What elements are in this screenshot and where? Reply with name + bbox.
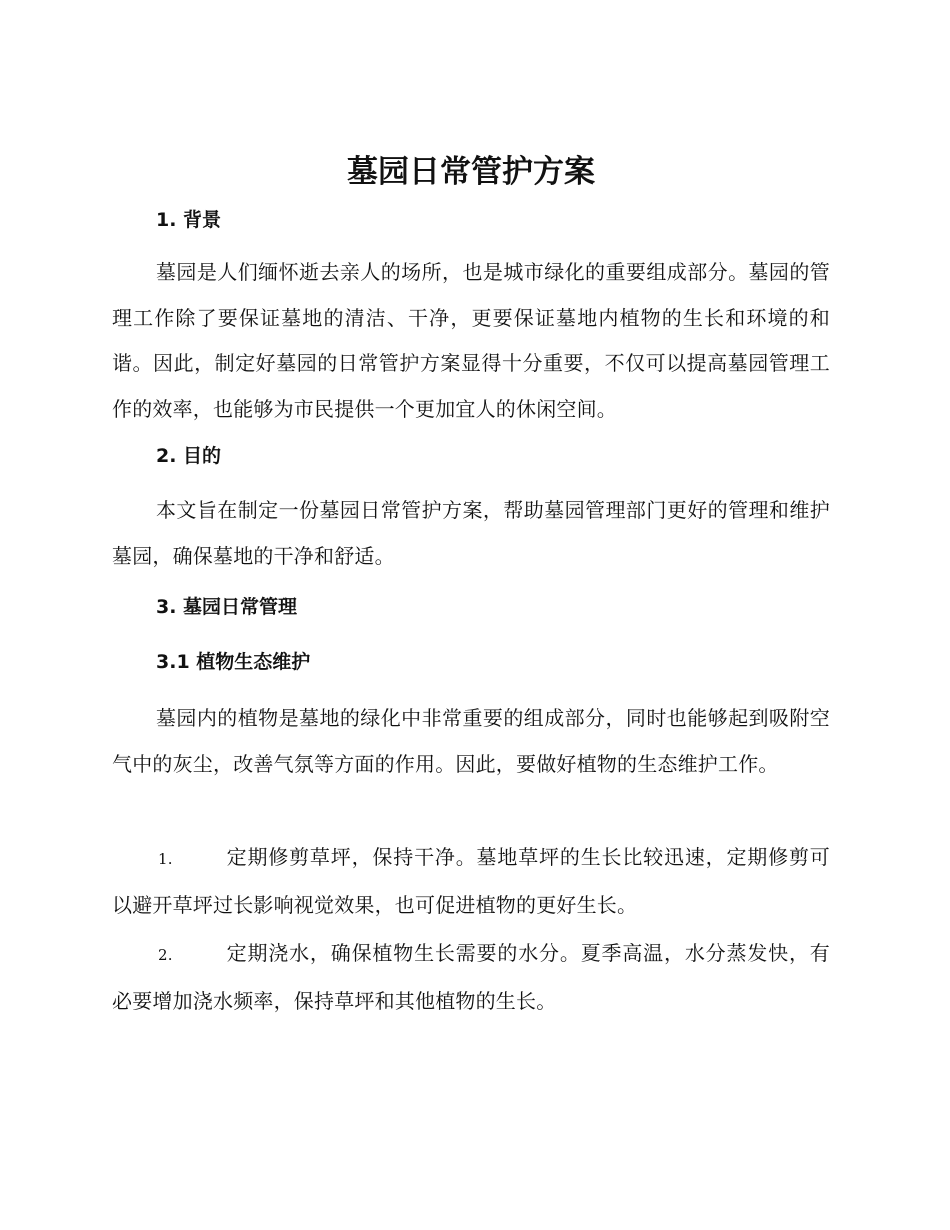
list-item: [112, 931, 830, 1024]
section-heading-daily-management: 3. 墓园日常管理: [156, 596, 298, 618]
list-item-text: 定期修剪草坪，保持干净。墓地草坪的生长比较迅速，定期修剪可以避开草坪过长影响视觉效果，也可促进植物的更好生长。: [112, 845, 830, 917]
paragraph-plant-ecology: 墓园内的植物是墓地的绿化中非常重要的组成部分，同时也能够起到吸附空气中的灰尘，改善气氛等方面的作用。因此，要做好植物的生态维护工作。: [112, 706, 830, 776]
list-item-marker: 1.: [158, 850, 173, 868]
section-heading-purpose: 2. 目的: [156, 445, 222, 467]
paragraph-purpose: 本文旨在制定一份墓园日常管护方案，帮助墓园管理部门更好的管理和维护墓园，确保墓地的干净和舒适。: [112, 498, 830, 568]
paragraph-background: 墓园是人们缅怀逝去亲人的场所，也是城市绿化的重要组成部分。墓园的管理工作除了要保证墓地的清洁、干净，更要保证墓地内植物的生长和环境的和谐。因此，制定好墓园的日常管护方案显得十分重要，不仅可以提高墓园管理工作的效率，也能够为市民提供一个更加宜人的休闲空间。: [112, 260, 830, 421]
list-item-marker: 2.: [158, 946, 173, 964]
list-item: [112, 835, 830, 928]
section-heading-plant-ecology: 3.1 植物生态维护: [156, 651, 311, 673]
document-title: 墓园日常管护方案: [347, 154, 595, 190]
section-heading-background: 1. 背景: [156, 209, 222, 231]
list-item-text: 定期浇水，确保植物生长需要的水分。夏季高温，水分蒸发快，有必要增加浇水频率，保持草坪和其他植物的生长。: [112, 941, 830, 1013]
